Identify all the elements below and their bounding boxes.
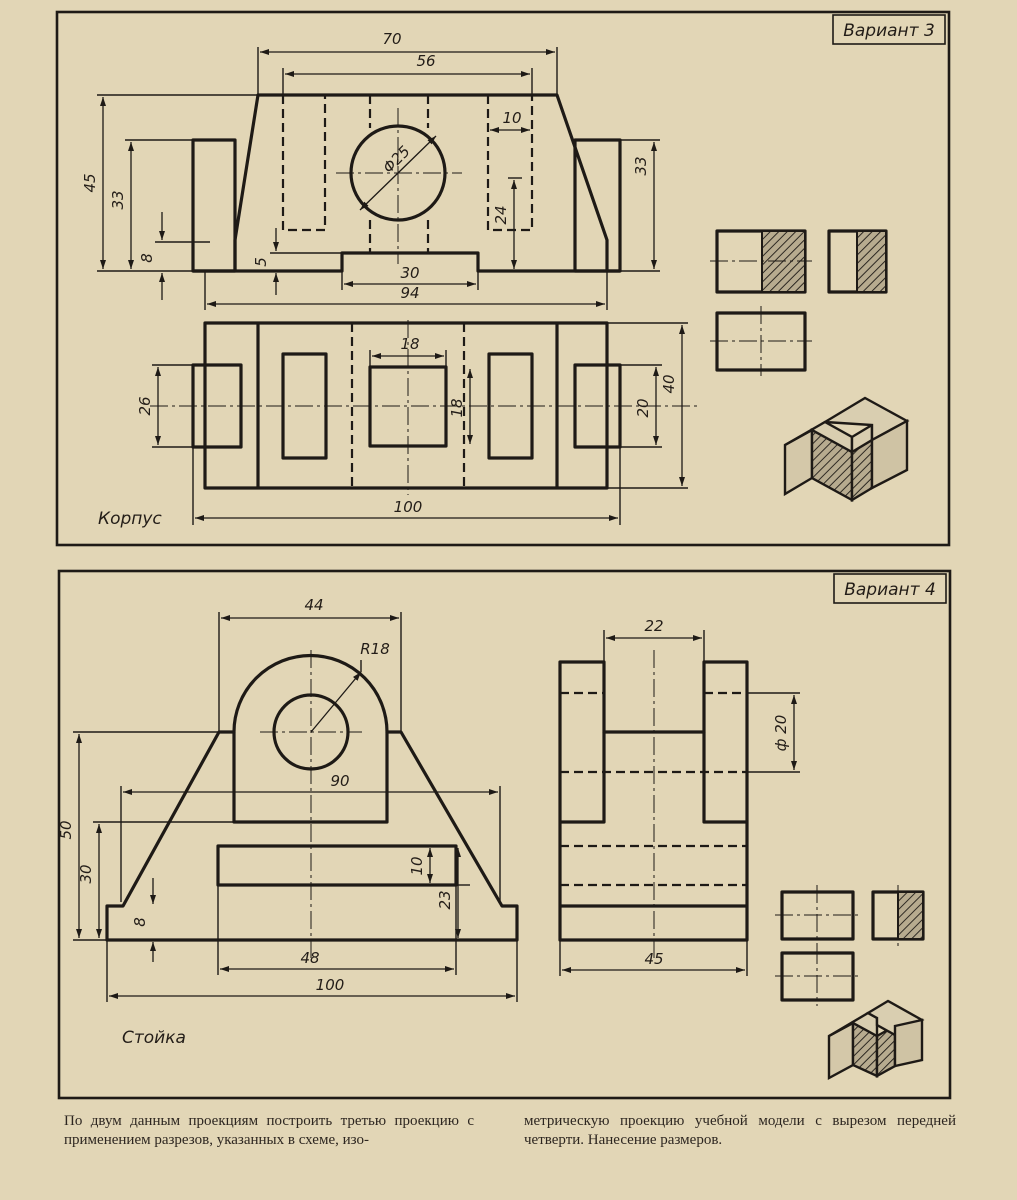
dim-33-right: 33 bbox=[632, 156, 650, 176]
corpus-front-view bbox=[193, 95, 620, 271]
dim-r18: R18 bbox=[360, 640, 390, 658]
dim-22: 22 bbox=[644, 617, 664, 635]
dim-44: 44 bbox=[304, 596, 324, 614]
dim-phi20: ф 20 bbox=[772, 714, 790, 752]
dim-45-v4: 45 bbox=[644, 950, 664, 968]
variant3-isometric bbox=[785, 398, 907, 500]
dim-40: 40 bbox=[660, 374, 678, 394]
dim-8: 8 bbox=[138, 253, 156, 263]
dim-70: 70 bbox=[382, 30, 402, 48]
variant4-panel bbox=[57, 571, 950, 1098]
dim-23: 23 bbox=[436, 890, 454, 910]
corpus-front-dims bbox=[81, 30, 660, 310]
dim-10: 10 bbox=[502, 109, 522, 127]
variant4-label: Вариант 4 bbox=[844, 580, 936, 600]
variant3-panel bbox=[57, 12, 949, 545]
dim-45: 45 bbox=[81, 173, 99, 193]
variant4-isometric bbox=[829, 1001, 922, 1078]
caption-left: По двум данным проекциям построить третью проекцию с применением разрезов, указанных в схеме, изо- bbox=[64, 1113, 474, 1148]
dim-90: 90 bbox=[330, 772, 350, 790]
dim-phi25: Φ25 bbox=[379, 142, 414, 177]
corpus-top-dims bbox=[136, 323, 688, 525]
dim-56: 56 bbox=[416, 52, 436, 70]
dim-33-left: 33 bbox=[109, 190, 127, 210]
dim-10-v4: 10 bbox=[408, 856, 426, 876]
dim-30: 30 bbox=[400, 264, 420, 282]
dim-48: 48 bbox=[300, 949, 320, 967]
variant3-part-name: Корпус bbox=[98, 509, 162, 529]
dim-8-v4: 8 bbox=[131, 917, 149, 927]
caption-right: метрическую проекцию учебной модели с вырезом передней четверти. Нанесение размеров. bbox=[524, 1113, 956, 1148]
dim-30-v4: 30 bbox=[77, 864, 95, 884]
stand-side-dims bbox=[560, 617, 800, 976]
dim-18-side: 18 bbox=[448, 398, 466, 418]
dim-26: 26 bbox=[136, 396, 154, 416]
variant4-section-scheme bbox=[775, 885, 923, 1006]
dim-100: 100 bbox=[393, 498, 423, 516]
variant3-section-scheme bbox=[710, 231, 886, 376]
dim-94: 94 bbox=[400, 284, 420, 302]
dim-100-v4: 100 bbox=[315, 976, 345, 994]
dim-5: 5 bbox=[252, 257, 270, 267]
dim-24: 24 bbox=[492, 205, 510, 225]
variant4-part-name: Стойка bbox=[122, 1028, 186, 1048]
dim-50: 50 bbox=[57, 820, 75, 840]
variant3-label: Вариант 3 bbox=[843, 21, 935, 41]
corpus-top-view bbox=[150, 320, 700, 495]
dim-18-top: 18 bbox=[400, 335, 420, 353]
dim-20: 20 bbox=[634, 398, 652, 418]
stand-side-view bbox=[560, 650, 747, 960]
variant4-frame bbox=[59, 571, 950, 1098]
